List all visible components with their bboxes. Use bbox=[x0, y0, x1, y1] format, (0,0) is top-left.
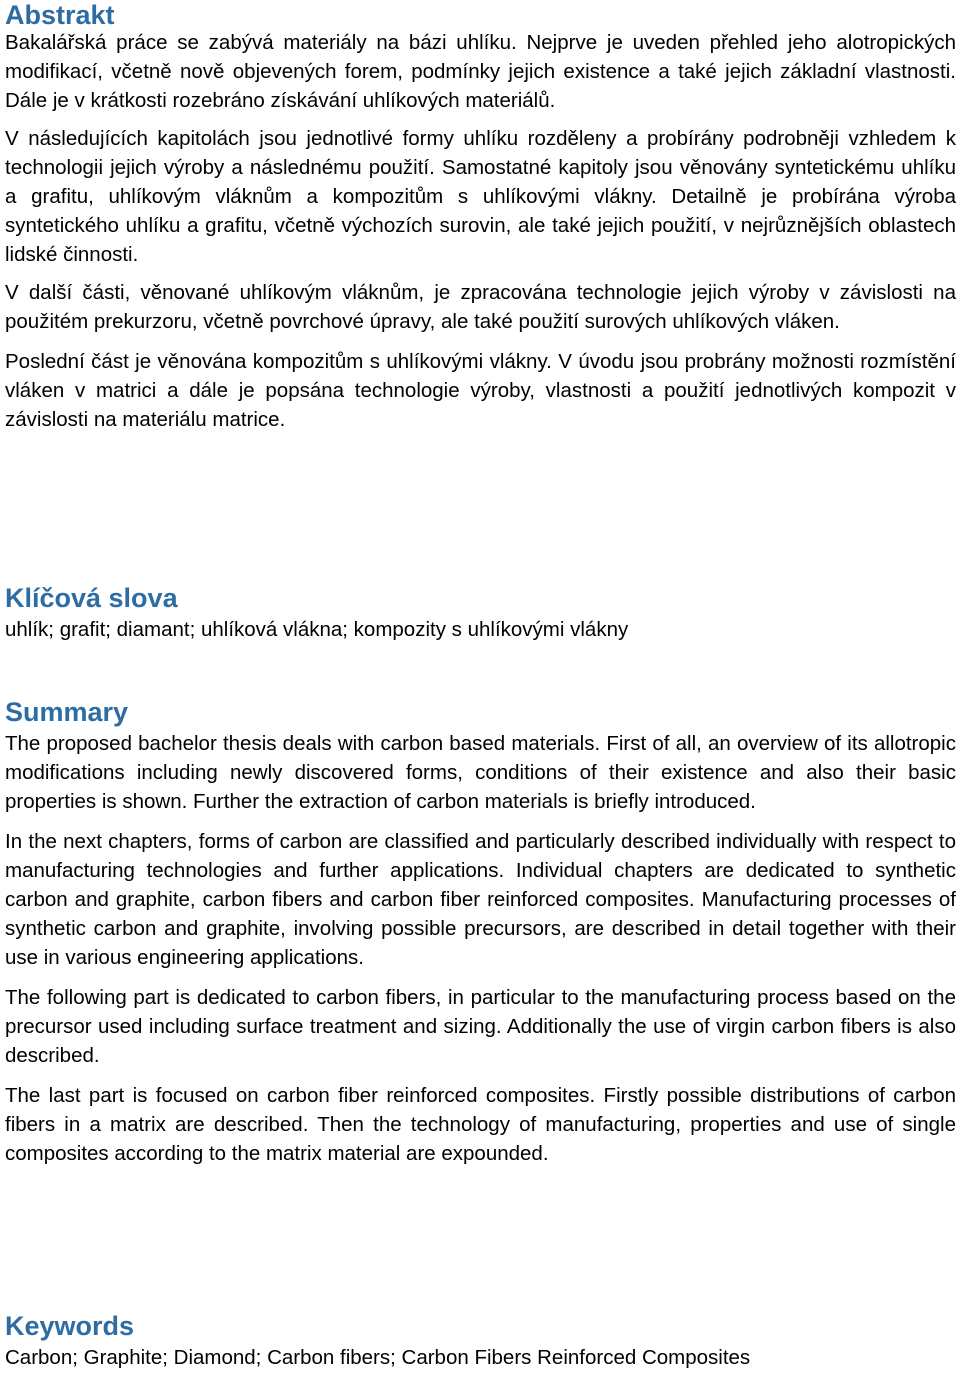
summary-paragraph-4: The last part is focused on carbon fiber reinforced composites. Firstly possible distributions of carbon fibers in a matrix are described. Then the technology of manufacturing, properties and use of single composites according to the matrix material are expounded. bbox=[5, 1084, 956, 1165]
abstract-paragraph-1: Bakalářská práce se zabývá materiály na bázi uhlíku. Nejprve je uveden přehled jeho alotropických modifikací, včetně nově objevených forem, podmínky jejich existence a také jejich základní vlastnosti. Dále je v krátkosti rozebráno získávání uhlíkových materiálů. bbox=[5, 31, 956, 112]
klicova-slova-text: uhlík; grafit; diamant; uhlíková vlákna; kompozity s uhlíkovými vlákny bbox=[5, 618, 629, 641]
abstract-section bbox=[5, 0, 956, 434]
summary-section bbox=[5, 697, 956, 1168]
summary-paragraph-1: The proposed bachelor thesis deals with carbon based materials. First of all, an overview of its allotropic modifications including newly discovered forms, conditions of their existence and also their basic properties is shown. Further the extraction of carbon materials is briefly introduced. bbox=[5, 732, 956, 813]
keywords-section bbox=[5, 1311, 956, 1372]
klicova-slova-heading: Klíčová slova bbox=[5, 583, 178, 613]
summary-heading: Summary bbox=[5, 697, 129, 727]
summary-paragraph-2: In the next chapters, forms of carbon are classified and particularly described individually with respect to manufacturing technologies and further applications. Individual chapters are dedicated to synthetic carbon and graphite, carbon fibers and carbon fiber reinforced composites. Manufacturing processes of synthetic carbon and graphite, involving possible precursors, are described in detail together with their use in various engineering applications. bbox=[5, 830, 956, 969]
abstract-paragraph-2: V následujících kapitolách jsou jednotlivé formy uhlíku rozděleny a probírány podrobněji vzhledem k technologii jejich výroby a následnému použití. Samostatné kapitoly jsou věnovány syntetickému uhlíku a grafitu, uhlíkovým vláknům a kompozitům s uhlíkovými vlákny. Detailně je probírána výroba syntetického uhlíku a grafitu, včetně výchozích surovin, ale také jejich použití, v nejrůznějších oblastech lidské činnosti. bbox=[5, 127, 956, 266]
abstract-paragraph-4: Poslední část je věnována kompozitům s uhlíkovými vlákny. V úvodu jsou probrány možnosti rozmístění vláken v matrici a dále je popsána technologie výroby, vlastnosti a použití jednotlivých kompozit v závislosti na materiálu matrice. bbox=[5, 350, 956, 431]
abstract-paragraph-3: V další části, věnované uhlíkovým vláknům, je zpracována technologie jejich výroby v závislosti na použitém prekurzoru, včetně povrchové úpravy, ale také použití surových uhlíkových vláken. bbox=[5, 281, 956, 333]
keywords-text: Carbon; Graphite; Diamond; Carbon fibers; Carbon Fibers Reinforced Composites bbox=[5, 1346, 751, 1369]
klicova-slova-section bbox=[5, 583, 956, 644]
summary-paragraph-3: The following part is dedicated to carbon fibers, in particular to the manufacturing process based on the precursor used including surface treatment and sizing. Additionally the use of virgin carbon fibers is also described. bbox=[5, 986, 956, 1067]
abstract-heading: Abstrakt bbox=[5, 0, 115, 30]
keywords-heading: Keywords bbox=[5, 1311, 135, 1341]
